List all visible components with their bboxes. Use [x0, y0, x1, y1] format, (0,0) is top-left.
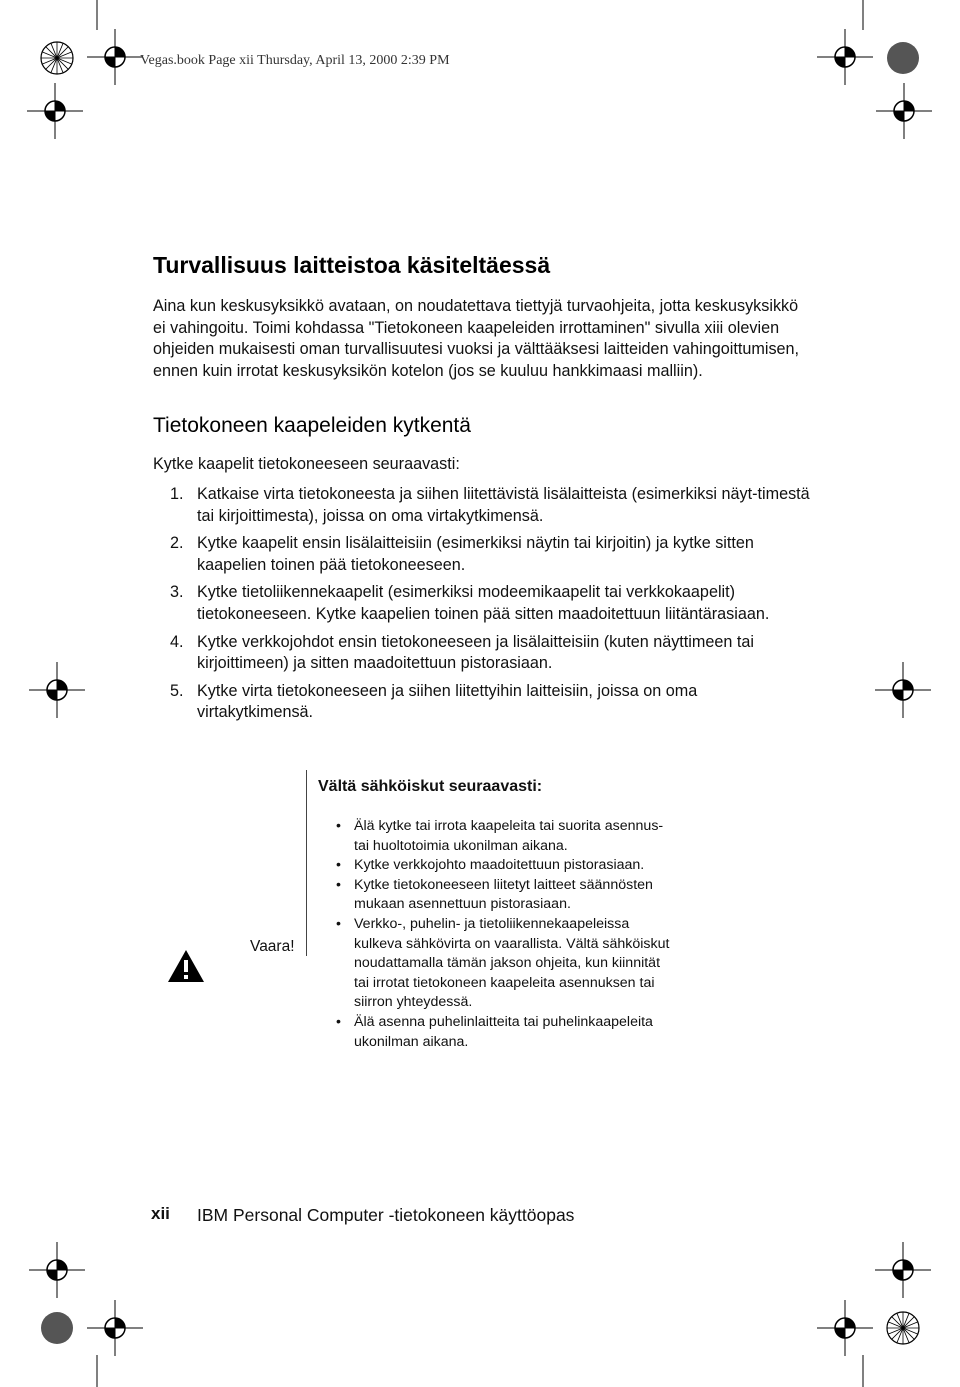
step-number: 3. [170, 583, 184, 602]
step-text: Kytke verkkojohdot ensin tietokoneeseen ja lisälaitteisiin (kuten näyttimeen tai kirjoittimeen) ja sitten maadoitettuun pistorasiaan. [197, 632, 754, 673]
subsection-heading: Tietokoneen kaapeleiden kytkentä [153, 414, 471, 437]
step-number: 4. [170, 632, 184, 651]
warning-title: Vältä sähköiskut seuraavasti: [318, 778, 543, 795]
list-item: • Älä kytke tai irrota kaapeleita tai suorita asennus- tai huoltotoimia ukonilman aikana. [336, 817, 676, 856]
steps-list [153, 484, 813, 730]
list-item [153, 484, 813, 527]
warning-divider [306, 770, 307, 956]
step-text: Kytke virta tietokoneeseen ja siihen liitettyihin laitteisiin, joissa on oma virtakytkimensä. [197, 681, 698, 722]
list-item: • Älä asenna puhelinlaitteita tai puhelinkaapeleita ukonilman aikana. [336, 1013, 676, 1052]
footer-book-title: IBM Personal Computer -tietokoneen käyttöopas [197, 1205, 575, 1225]
list-item: • Verkko-, puhelin- ja tietoliikennekaapeleissa kulkeva sähkövirta on vaarallista. Vältä sähköiskut noudattamalla tämän jakson ohjeita, kun kiinnität tai irrotat tietokoneen kaapeleita asennuksen tai siirron yhteydessä. [336, 915, 676, 1013]
book-header-line: Vegas.book Page xii Thursday, April 13, 2000 2:39 PM [140, 53, 450, 68]
list-item: • Kytke tietokoneeseen liitetyt laitteet säännösten mukaan asennettuun pistorasiaan. [336, 876, 676, 915]
warning-label: Vaara! [250, 938, 295, 955]
warning-triangle-icon [166, 948, 206, 984]
list-item [153, 681, 813, 724]
list-item: • Kytke verkkojohto maadoitettuun pistorasiaan. [336, 856, 676, 876]
list-item [153, 632, 813, 675]
step-number: 2. [170, 534, 184, 553]
list-item [153, 582, 813, 625]
section-title: Turvallisuus laitteistoa käsiteltäessä [153, 252, 551, 278]
step-text: Kytke kaapelit ensin lisälaitteisiin (esimerkiksi näytin tai kirjoitin) ja kytke sitten kaapelien toinen pää tietokoneeseen. [197, 534, 754, 574]
step-text: Katkaise virta tietokoneesta ja siihen liitettävistä lisälaitteista (esimerkiksi näyt-timestä tai kirjoittimesta), joissa on oma virtakytkimensä. [197, 485, 810, 525]
list-item [153, 533, 813, 576]
page-number: xii [151, 1204, 170, 1223]
step-text: Kytke tietoliikennekaapelit (esimerkiksi modeemikaapelit tai verkkokaapelit) tietokoneeseen. Kytke kaapelien toinen pää sitten maadoitettuun liitäntärasiaan. [197, 583, 770, 623]
warning-bullet-list [336, 817, 676, 1052]
intro-paragraph: Aina kun keskusyksikkö avataan, on noudatettava tiettyjä turvaohjeita, jotta keskusyksikkö ei vahingoitu. Toimi kohdassa "Tietokoneen kaapeleiden irrottaminen" sivulla xiii olevien ohjeiden mukaisesti oman turvallisuutesi vuoksi ja välttääksesi laitteiden vahingoittumisen, ennen kuin irrotat keskusyksikön kotelon (jos se kuuluu hankkimaasi malliin). [153, 297, 800, 380]
step-number: 1. [170, 485, 184, 503]
step-number: 5. [170, 681, 184, 700]
steps-lead-text: Kytke kaapelit tietokoneeseen seuraavasti: [153, 455, 460, 473]
